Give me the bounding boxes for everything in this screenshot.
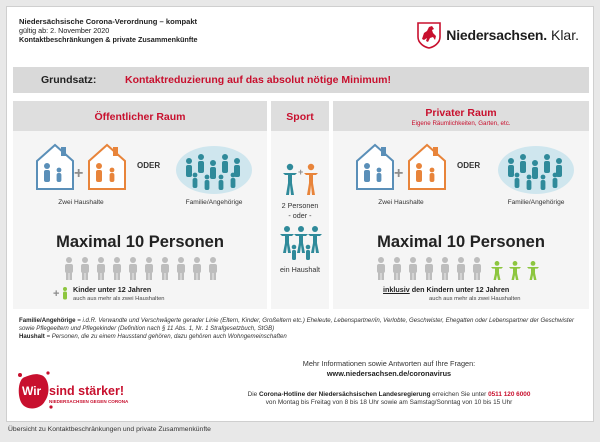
hotline-name: Corona-Hotline der Niedersächsischen Landesregierung [258,391,431,398]
definition-household [19,333,585,341]
family-cloud-icon [175,145,253,195]
horse-emblem-icon [416,21,442,49]
sport-column [271,101,329,309]
plus-sign: + [74,165,84,182]
caption-two-households: Zwei Haushalte [58,199,104,206]
caption-two-households-private: Zwei Haushalte [378,199,424,206]
hotline-pre: Die [247,391,259,398]
oeffentlicher-raum-column [13,101,267,309]
hotline [189,391,589,408]
logo-claim: Klar. [550,27,579,43]
columns [13,101,589,309]
staerker-text: sind stärker! [49,384,125,398]
plus-child-icon [53,285,69,301]
kids-text-public: Kinder unter 12 Jahren [73,285,152,294]
more-info [189,359,589,378]
kids-subtext-private: auch aus mehr als zwei Haushalten [429,296,521,302]
sport-line-3: ein Haushalt [280,265,320,274]
kids-text-private-rest: den Kindern unter 12 Jahren [409,285,510,294]
header-date: gültig ab: 2. November 2020 [19,26,110,35]
wir-sind-staerker-logo [15,369,165,413]
privat-subtitle: Eigene Räumlichkeiten, Garten, etc. [411,120,511,127]
oeffentlich-title: Öffentlicher Raum [94,111,186,123]
family-text: = i.d.R. Verwandte und Verschwägerte gerader Linie (Eltern, Kinder, Großeltern etc.) Eheleute, Lebenspartner/in, Verlobte, Geschwister, Ehegatten oder Lebenspartner der Geschwister sowie Pflegeeltern und Pflegekinder (Definition nach § 11 Abs. 1, Nr. 1 Strafgesetzbuch, StGB) [19,317,574,333]
hotline-number[interactable]: 0511 120 6000 [488,391,531,398]
sport-line-1: 2 Personen [281,201,319,210]
definition-family [19,317,585,333]
more-info-text: Mehr Informationen sowie Antworten auf Ihre Fragen: [302,359,476,368]
kids-inklusiv: inklusiv [383,285,410,294]
sport-line-2: - oder - [288,211,312,220]
oeffentlich-header [13,101,267,131]
wir-text: Wir [22,384,42,398]
privat-header [333,101,589,131]
hotline-mid: erreichen Sie unter [430,391,489,398]
grundsatz-text: Kontaktreduzierung auf das absolut nötige Minimum! [125,74,392,86]
image-caption: Übersicht zu Kontaktbeschränkungen und private Zusammenkünfte [8,426,211,433]
header-title: Niedersächsische Corona-Verordnung – kompakt [19,17,198,26]
household-athletes-icon [279,225,323,261]
niedersachsen-logo [416,21,579,49]
privater-raum-column [333,101,589,309]
oder-label: ODER [137,161,161,170]
family-label: Familie/Angehörige [19,317,76,324]
infographic-card [6,6,594,422]
grundsatz-bar [13,67,589,93]
grundsatz-label: Grundsatz: [41,74,97,86]
info-url-link[interactable]: www.niedersachsen.de/coronavirus [326,368,452,378]
household-label: Haushalt [19,333,45,341]
kids-subtext-public: auch aus mehr als zwei Haushalten [73,296,165,302]
sport-header [271,101,329,131]
two-athletes-icon [281,163,321,197]
sport-text-block [271,201,329,221]
ten-persons-icon [61,257,221,281]
caption-family: Familie/Angehörige [185,199,243,206]
plus-sign-private: + [394,165,404,182]
max-persons-public: Maximal 10 Personen [56,233,224,251]
privat-title: Privater Raum [425,107,497,119]
definitions [19,317,585,342]
footer [13,353,589,415]
family-cloud-private-icon [497,145,575,195]
kids-text-private [383,285,509,294]
caption-family-private: Familie/Angehörige [507,199,565,206]
gegen-corona-text: NIEDERSACHSEN GEGEN CORONA [49,399,129,404]
ten-persons-with-kids-icon [373,257,549,281]
logo-name: Niedersachsen. [446,27,547,43]
hotline-line [189,391,589,399]
svg-text:+: + [298,167,304,177]
household-text: = Personen, die zu einem Hausstand gehören, dazu gehören auch Wohngemeinschaften [44,333,287,341]
header [19,17,198,44]
hotline-times: von Montag bis Freitag von 8 bis 18 Uhr sowie am Samstag/Sonntag von 10 bis 15 Uhr [265,399,513,407]
oder-label-private: ODER [457,161,481,170]
sport-title: Sport [286,111,314,123]
header-subtitle: Kontaktbeschränkungen & private Zusammenkünfte [19,35,198,44]
svg-text:+: + [53,288,60,300]
max-persons-private: Maximal 10 Personen [377,233,545,251]
